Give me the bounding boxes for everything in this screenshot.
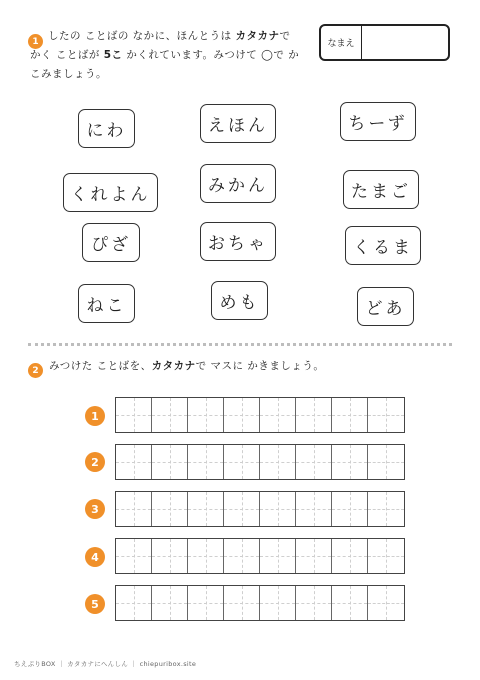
grid-cell[interactable] — [296, 398, 332, 432]
grid-cell[interactable] — [296, 539, 332, 573]
word-card[interactable]: ちーず — [340, 102, 416, 141]
grid-cell[interactable] — [368, 398, 404, 432]
grid-cell[interactable] — [224, 492, 260, 526]
row-number: 5 — [85, 594, 105, 614]
grid-cell[interactable] — [188, 586, 224, 620]
grid-cell[interactable] — [116, 445, 152, 479]
section-1-number: 1 — [28, 34, 43, 49]
word-card[interactable]: みかん — [200, 164, 276, 203]
word-card[interactable]: おちゃ — [200, 222, 276, 261]
answer-grid[interactable] — [115, 397, 405, 433]
grid-cell[interactable] — [296, 445, 332, 479]
answer-grid[interactable] — [115, 444, 405, 480]
grid-cell[interactable] — [332, 398, 368, 432]
row-number: 2 — [85, 452, 105, 472]
word-card[interactable]: めも — [211, 281, 268, 320]
name-box — [319, 24, 450, 61]
section-2-instructions: みつけた ことばを、カタカナで マスに かきましょう。 — [49, 360, 325, 372]
grid-cell[interactable] — [188, 539, 224, 573]
word-card[interactable]: ぴざ — [82, 223, 140, 262]
instr-line-2: かく ことばが 5こ かくれています。みつけて ◯で か — [30, 49, 300, 61]
word-card[interactable]: えほん — [200, 104, 276, 143]
grid-cell[interactable] — [332, 586, 368, 620]
grid-cell[interactable] — [224, 398, 260, 432]
grid-cell[interactable] — [332, 445, 368, 479]
section-divider — [28, 343, 452, 346]
grid-cell[interactable] — [296, 492, 332, 526]
grid-cell[interactable] — [188, 398, 224, 432]
instr-line-3: こみましょう。 — [30, 68, 107, 80]
name-field[interactable] — [362, 26, 448, 59]
grid-cell[interactable] — [296, 586, 332, 620]
section-2-number: 2 — [28, 363, 43, 378]
grid-cell[interactable] — [116, 586, 152, 620]
grid-cell[interactable] — [224, 539, 260, 573]
grid-cell[interactable] — [152, 398, 188, 432]
grid-cell[interactable] — [368, 445, 404, 479]
grid-cell[interactable] — [368, 586, 404, 620]
grid-cell[interactable] — [260, 492, 296, 526]
row-number: 1 — [85, 406, 105, 426]
section-1-instructions — [30, 27, 318, 84]
grid-cell[interactable] — [152, 539, 188, 573]
grid-cell[interactable] — [152, 586, 188, 620]
grid-cell[interactable] — [260, 445, 296, 479]
grid-cell[interactable] — [152, 445, 188, 479]
word-card[interactable]: たまご — [343, 170, 419, 209]
name-label: なまえ — [321, 26, 362, 59]
grid-cell[interactable] — [260, 398, 296, 432]
grid-cell[interactable] — [188, 445, 224, 479]
grid-cell[interactable] — [224, 586, 260, 620]
answer-grid[interactable] — [115, 491, 405, 527]
answer-grid[interactable] — [115, 585, 405, 621]
grid-cell[interactable] — [260, 539, 296, 573]
grid-cell[interactable] — [116, 539, 152, 573]
row-number: 3 — [85, 499, 105, 519]
word-card[interactable]: どあ — [357, 287, 414, 326]
word-card[interactable]: くるま — [345, 226, 421, 265]
grid-cell[interactable] — [260, 586, 296, 620]
grid-cell[interactable] — [368, 492, 404, 526]
grid-cell[interactable] — [224, 445, 260, 479]
grid-cell[interactable] — [332, 539, 368, 573]
word-card[interactable]: にわ — [78, 109, 135, 148]
answer-grid[interactable] — [115, 538, 405, 574]
footer-text: ちえぷりBOX ｜ カタカナにへんしん ｜ chiepuribox.site — [14, 660, 197, 668]
grid-cell[interactable] — [116, 398, 152, 432]
grid-cell[interactable] — [152, 492, 188, 526]
grid-cell[interactable] — [116, 492, 152, 526]
word-card[interactable]: くれよん — [63, 173, 158, 212]
grid-cell[interactable] — [368, 539, 404, 573]
instr-line-1: したの ことばの なかに、ほんとうは カタカナで — [48, 30, 291, 42]
word-card[interactable]: ねこ — [78, 284, 135, 323]
grid-cell[interactable] — [188, 492, 224, 526]
grid-cell[interactable] — [332, 492, 368, 526]
row-number: 4 — [85, 547, 105, 567]
